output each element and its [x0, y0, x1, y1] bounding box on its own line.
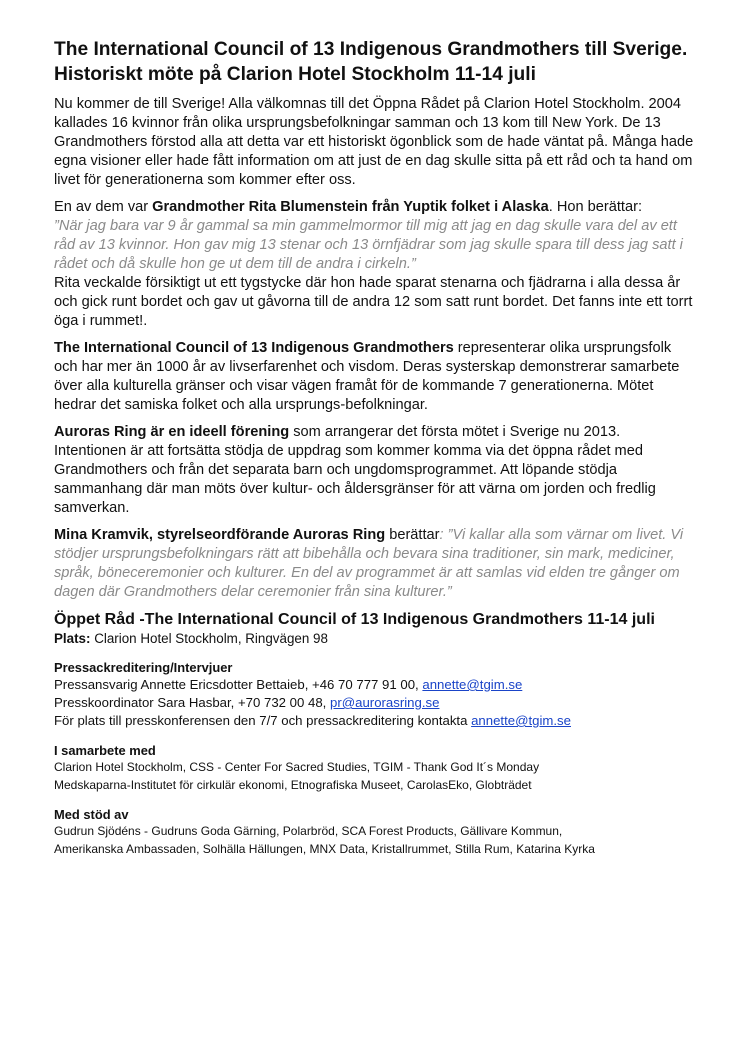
press-line-3-text: För plats till presskonferensen den 7/7 och pressackreditering kontakta	[54, 713, 472, 728]
council-name: The International Council of 13 Indigenous Grandmothers	[54, 340, 454, 356]
support-line-2: Amerikanska Ambassaden, Solhälla Hällungen, MNX Data, Kristallrummet, Stilla Rum, Katarina Kyrka	[54, 841, 595, 856]
auroras-paragraph	[54, 423, 694, 518]
event-heading: Öppet Råd -The International Council of 13 Indigenous Grandmothers 11-14 juli	[54, 611, 655, 628]
rita-quote: ”När jag bara var 9 år gammal sa min gammelmormor till mig att jag en dag skulle vara del av ett råd av 13 kvinnor. Hon gav mig 13 stenar och 13 örnfjädrar som jag skulle spara till dess jag satt i rådet och då skulle hon ge ut dem till de andra i cirkeln.”	[54, 218, 683, 272]
page-title: The International Council of 13 Indigenous Grandmothers till Sverige. Historiskt möte på Clarion Hotel Stockholm 11-14 juli	[54, 39, 688, 85]
support-section	[54, 806, 694, 858]
mina-paragraph	[54, 526, 694, 602]
rita-after: . Hon berättar:	[548, 199, 643, 215]
intro-paragraph: Nu kommer de till Sverige! Alla välkomnas till det Öppna Rådet på Clarion Hotel Stockholm. 2004 kallades 16 kvinnor från olika ursprungsbefolkningar samman och 13 kom till New York. De 13 Grandmothers förstod alla att detta var ett historiskt ögonblick som de hade väntat på. Många hade egna visioner eller hade fått information om att just de en dag skulle sitta på ett råd och ta hand om livet för generationerna som kommer efter oss.	[54, 96, 694, 188]
cooperation-line-1: Clarion Hotel Stockholm, CSS - Center For Sacred Studies, TGIM - Thank God It´s Monday	[54, 760, 540, 774]
cooperation-section	[54, 742, 694, 794]
support-heading: Med stöd av	[54, 807, 129, 822]
event-location	[54, 630, 694, 647]
auroras-text: som arrangerar det första mötet i Sverige nu 2013. Intentionen är att fortsätta stödja de uppdrag som kommer komma via det öppna rådet med Grandmothers och från det separata barn och ungdomsprogrammet. Att löpande stödja sammanhang där man möts över kultur- och åldersgränser för att värna om jorden och fredlig samverkan.	[54, 424, 656, 516]
council-text: representerar olika ursprungsfolk och har mer än 1000 år av livserfarenhet och visdom. Deras systerskap demonstrerar samarbete över alla kulturella gränser och visar vägen framåt för de kommande 7 generationerna. Mötet hedrar det samiska folket och alla ursprungs-befolkningar.	[54, 340, 680, 413]
mina-colon: :	[439, 527, 444, 543]
auroras-name: Auroras Ring är en ideell förening	[54, 424, 290, 440]
location-value: Clarion Hotel Stockholm, Ringvägen 98	[90, 631, 328, 646]
cooperation-line-2: Medskaparna-Institutet för cirkulär ekonomi, Etnografiska Museet, CarolasEko, Globträdet	[54, 777, 532, 792]
council-paragraph	[54, 339, 694, 415]
mina-after: berättar	[385, 527, 440, 543]
press-email-link-2[interactable]: pr@aurorasring.se	[330, 695, 440, 710]
rita-section	[54, 198, 694, 331]
mina-name: Mina Kramvik, styrelseordförande Auroras Ring	[54, 527, 386, 543]
press-line-3	[54, 712, 694, 730]
cooperation-heading: I samarbete med	[54, 743, 156, 758]
mina-quote: ”Vi kallar alla som värnar om livet. Vi stödjer ursprungsbefolkningars rätt att bibehålla och bevara sina traditioner, sin mark, mediciner, språk, böneceremonier och kulturer. En del av programmet är att samlas vid elden tre gånger om dagen där Grandmothers delar ceremonier från sina kulturer.”	[54, 527, 684, 600]
press-line-1-text: Pressansvarig Annette Ericsdotter Bettaieb, +46 70 777 91 00,	[54, 677, 423, 692]
document-body	[54, 38, 694, 870]
press-line-1	[54, 676, 694, 694]
press-section	[54, 659, 694, 730]
rita-name: Grandmother Rita Blumenstein från Yuptik folket i Alaska	[152, 199, 549, 215]
press-line-2-text: Presskoordinator Sara Hasbar, +70 732 00 48,	[54, 695, 331, 710]
press-email-link-1[interactable]: annette@tgim.se	[422, 677, 523, 692]
press-heading: Pressackreditering/Intervjuer	[54, 660, 233, 675]
rita-lead: En av dem var	[54, 199, 153, 215]
rita-intro-line	[54, 198, 694, 217]
press-email-link-3[interactable]: annette@tgim.se	[471, 713, 571, 728]
support-line-1: Gudrun Sjödéns - Gudruns Goda Gärning, Polarbröd, SCA Forest Products, Gällivare Kommun,	[54, 824, 563, 838]
rita-story: Rita veckalde försiktigt ut ett tygstycke där hon hade sparat stenarna och fjädrarna i alla dessa år och gick runt bordet och gav ut gåvorna till de andra 12 som satt runt bordet. Det fanns inte ett torrt öga i rummet!.	[54, 275, 693, 329]
press-line-2	[54, 694, 694, 712]
location-label: Plats:	[54, 631, 91, 646]
